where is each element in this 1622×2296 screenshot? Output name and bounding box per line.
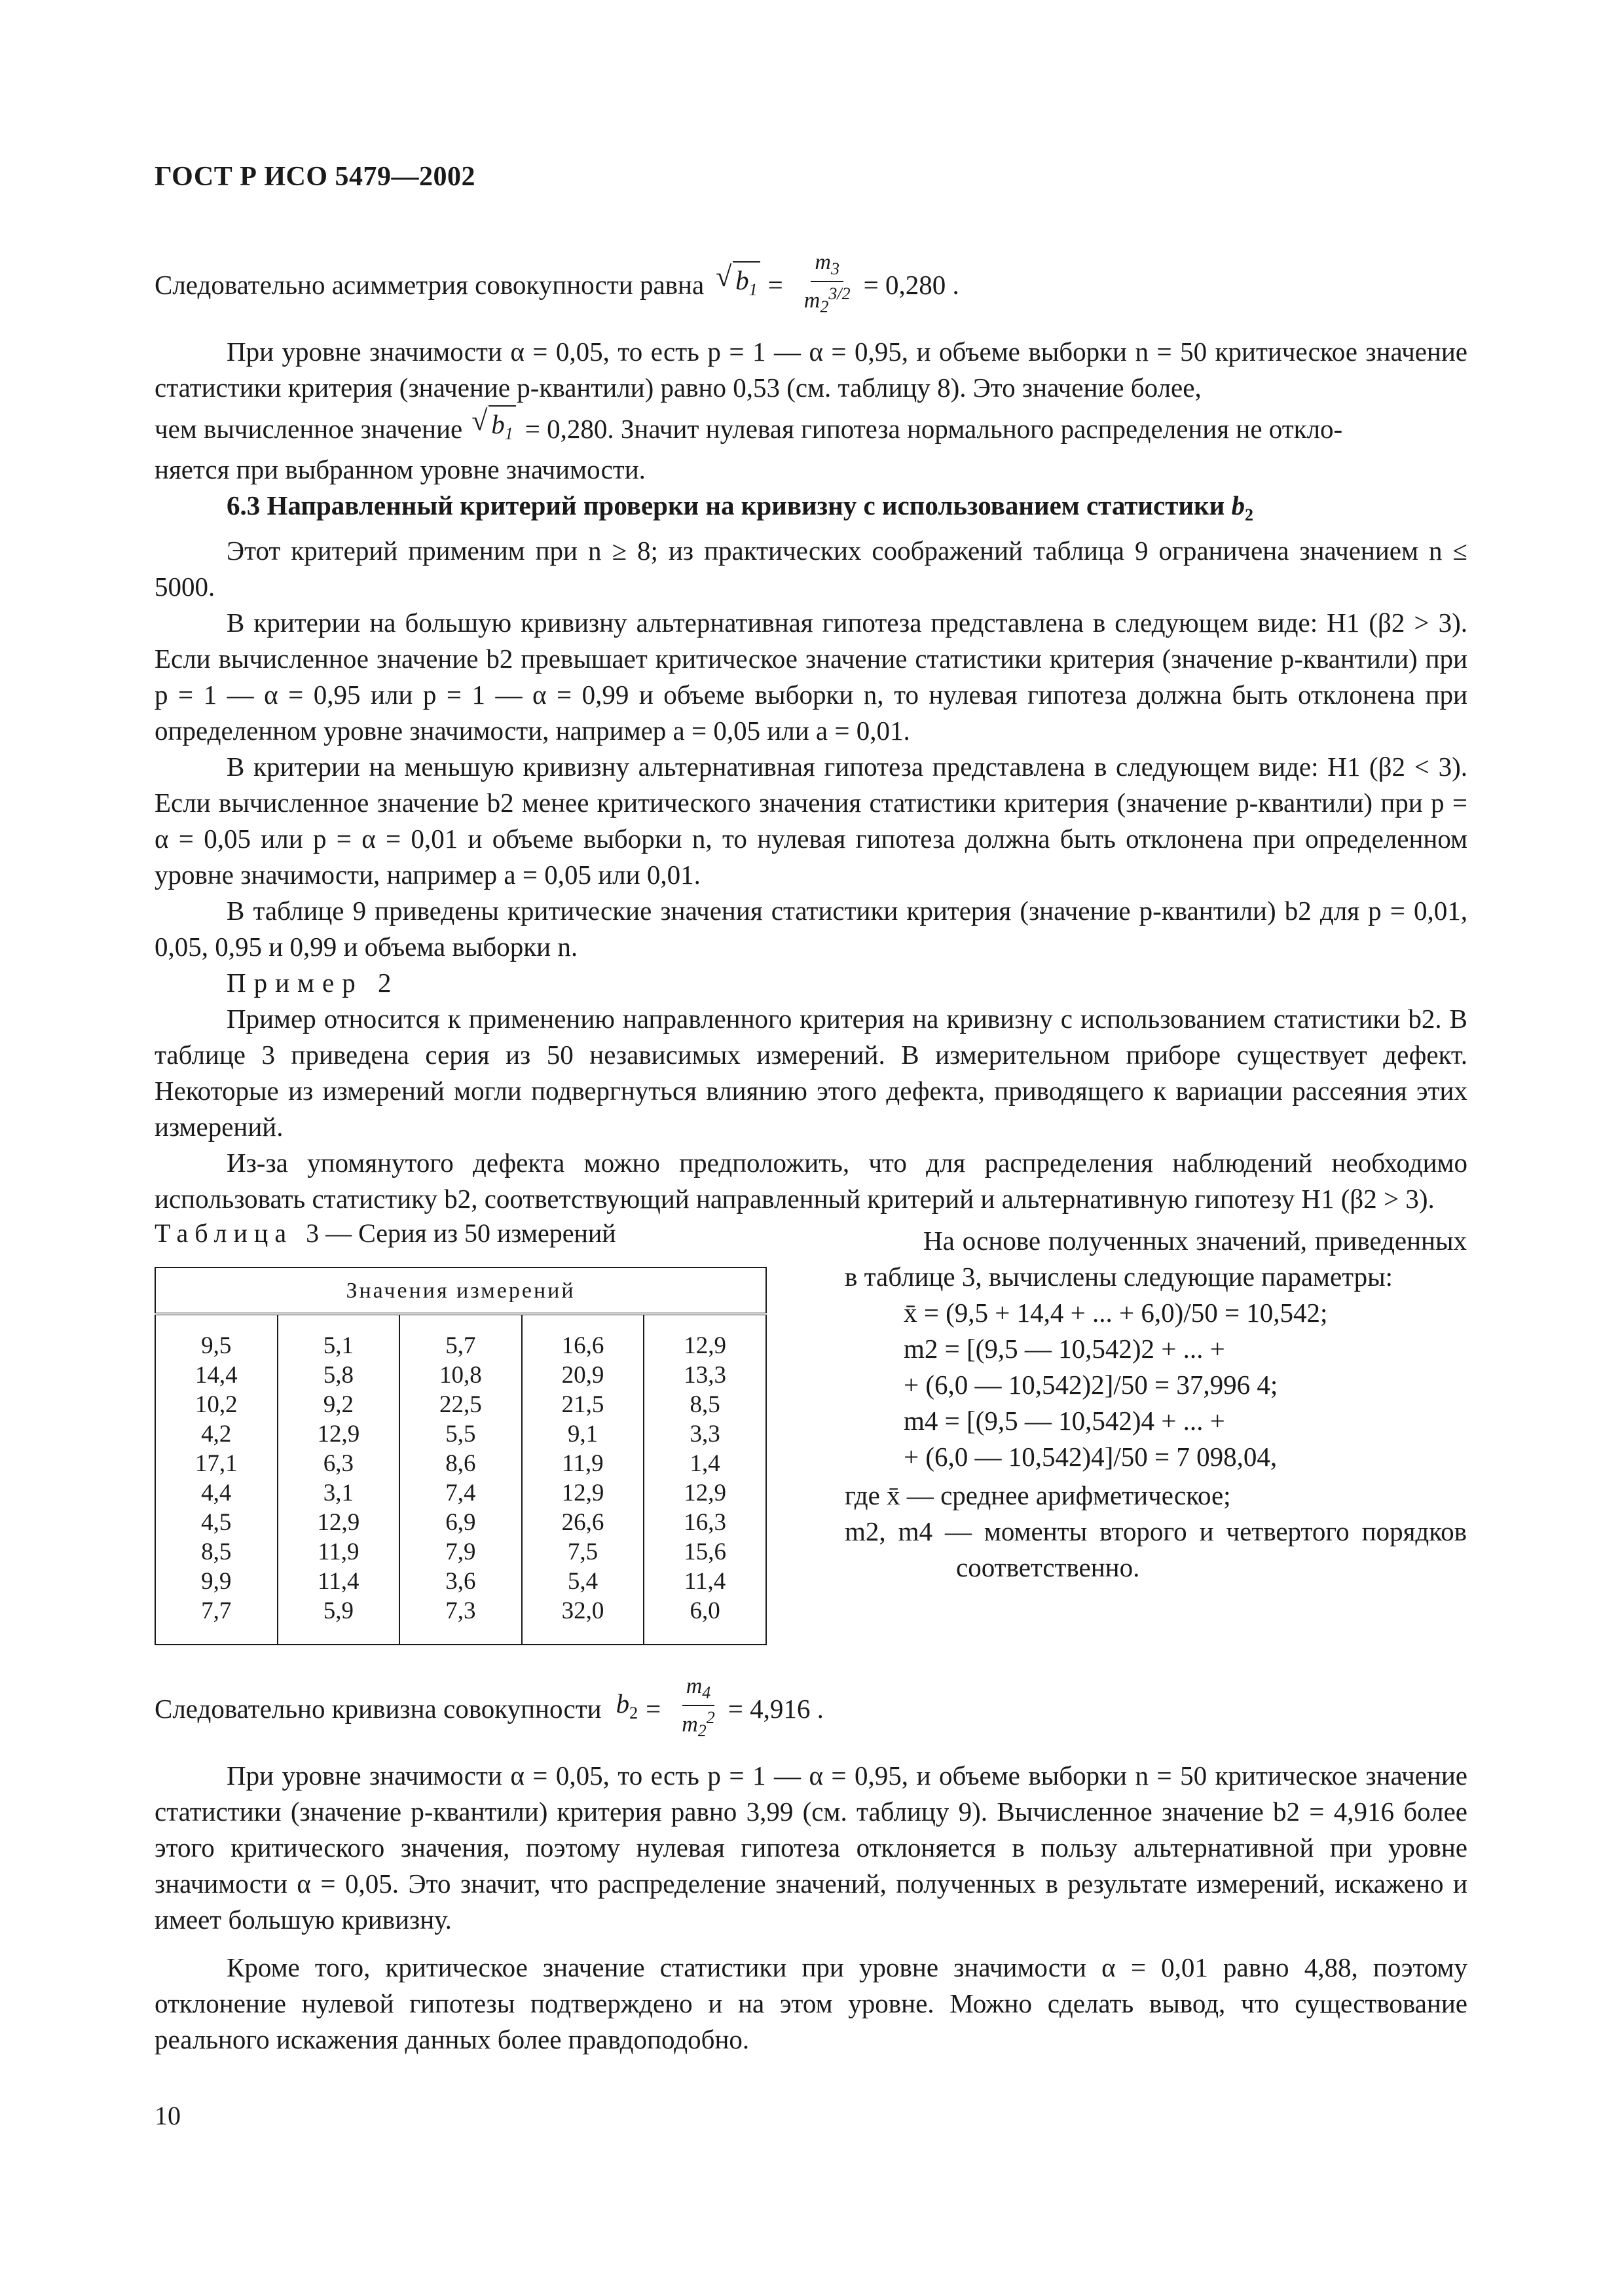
table-caption: Таблица 3 — Серия из 50 измерений (155, 1218, 616, 1248)
paragraph-greater-curvature: В критерии на большую кривизну альтернативная гипотеза представлена в следующем виде: H1 (β2 > 3). Если вычисленное значение b2 превышает критическое значение статистики критерия (значение p-квантили) при p = 1 — α = 0,95 или p = 1 — α = 0,99 и объеме выборки n, то нулевая гипотеза должна быть отклонена при определенном уровне значимости, например a = 0,05 или a = 0,01. (155, 608, 1467, 746)
calc-m2: m2 = [(9,5 — 10,542)2 + ... + (904, 1334, 1225, 1364)
side-calculations (845, 1223, 1467, 1586)
skewness-formula (155, 249, 1467, 321)
calc-m4: m4 = [(9,5 — 10,542)4 + ... + (904, 1406, 1225, 1436)
measurements-table (155, 1267, 767, 1645)
sqrt-b1: √ $b_1$ (733, 261, 760, 308)
paragraph-example: Пример относится к применению направленного критерия на кривизну с использованием статистики b2. В таблице 3 приведена серия из 50 независимых измерений. В измерительном приборе существует дефект. Некоторые из измерений могли подвергнуться влиянию этого дефекта, приводящего к вариации рассеяния этих измерений. (155, 1004, 1467, 1142)
side-intro: На основе полученных значений, приведенных в таблице 3, вычислены следующие параметры: (845, 1226, 1467, 1292)
paragraph-table9: В таблице 9 приведены критические значения статистики критерия (значение p-квантили) b2 для p = 0,01, 0,05, 0,95 и 0,99 и объема выборки n. (155, 896, 1467, 962)
skewness-result: = 0,280 . (863, 269, 959, 300)
definition-mean: где x̄ — среднее арифметическое; (845, 1480, 1231, 1510)
page-number: 10 (155, 2101, 181, 2130)
document-header: ГОСТ Р ИСО 5479—2002 (155, 162, 476, 192)
paragraph-applicability: Этот критерий применим при n ≥ 8; из практических соображений таблица 9 ограничена значением n ≤ 5000. (155, 536, 1467, 602)
calc-m4-cont: + (6,0 — 10,542)4]/50 = 7 098,04, (904, 1442, 1278, 1472)
example-label: Пример 2 (227, 968, 399, 998)
table-column-5: 12,9 13,3 8,5 3,3 1,4 12,9 16,3 15,6 11,4 6,0 (644, 1331, 766, 1645)
upper-body (155, 249, 1467, 1217)
computed-value-line: чем вычисленное значение √ $b_1$ = 0,280. Значит нулевая гипотеза нормального распределения не откло- (155, 406, 1467, 452)
kurtosis-result: = 4,916 . (728, 1693, 824, 1724)
paragraph-conclusion: няется при выбранном уровне значимости. (155, 454, 646, 484)
definition-moments: m2, m4 — моменты второго и четвертого порядков соответственно. (845, 1516, 1467, 1582)
paragraph-lesser-curvature: В критерии на меньшую кривизну альтернативная гипотеза представлена в следующем виде: H1 (β2 < 3). Если вычисленное значение b2 менее критического значения статистики критерия (значение p-квантили) при p = α = 0,05 или p = α = 0,01 и объеме выборки n, то нулевая гипотеза должна быть отклонена при определенном уровне значимости, например a = 0,05 или 0,01. (155, 752, 1467, 890)
kurtosis-fraction: $\frac{m_4}{m_2^2}$ (682, 1674, 715, 1740)
paragraph-final: Кроме того, критическое значение статистики при уровне значимости α = 0,01 равно 4,88, поэтому отклонение нулевой гипотезы подтверждено и на этом уровне. Можно сделать вывод, что существование реального искажения данных более правдоподобно. (155, 1952, 1467, 2054)
table-body (155, 1331, 766, 1645)
section-heading: 6.3 Направленный критерий проверки на кривизну с использованием статистики $b_2$ (227, 490, 1253, 525)
calc-mean: x̄ = (9,5 + 14,4 + ... + 6,0)/50 = 10,542; (904, 1298, 1328, 1328)
table-column-4: 16,6 20,9 21,5 9,1 11,9 12,9 26,6 7,5 5,4 32,0 (522, 1331, 644, 1645)
equals-sign: = (767, 269, 783, 300)
table-column-3: 5,7 10,8 22,5 5,5 8,6 7,4 6,9 7,9 3,6 7,3 (399, 1331, 522, 1645)
skewness-fraction: $\frac{m_3}{m_2^{3/2}}$ (803, 250, 851, 316)
sqrt-b1-inline: √ $b_1$ (488, 405, 516, 452)
table-header: Значения измерений (155, 1267, 766, 1314)
paragraph-significance: При уровне значимости α = 0,05, то есть p = 1 — α = 0,95, и объеме выборки n = 50 критическое значение статистики критерия (значение p-квантили) равно 0,53 (см. таблицу 8). Это значение более, (155, 337, 1467, 403)
paragraph-result: При уровне значимости α = 0,05, то есть p = 1 — α = 0,95, и объеме выборки n = 50 критическое значение статистики (значение p-квантили) критерия равно 3,99 (см. таблицу 9). Вычисленное значение b2 = 4,916 более этого критического значения, поэтому нулевая гипотеза отклоняется в пользу альтернативной при уровне значимости α = 0,05. Это значит, что распределение значений, полученных в результате измерений, искажено и имеет большую кривизну. (155, 1760, 1467, 1935)
table-column-1: 9,5 14,4 10,2 4,2 17,1 4,4 4,5 8,5 9,9 7,7 (155, 1331, 278, 1645)
lower-body (155, 1673, 1467, 2058)
table-column-2: 5,1 5,8 9,2 12,9 6,3 3,1 12,9 11,9 11,4 5,9 (278, 1331, 400, 1645)
kurtosis-formula: Следовательно кривизна совокупности $b_2$ = $\frac{m_4}{m_2^2}$ = 4,916 . (155, 1673, 1467, 1745)
skewness-text: Следовательно асимметрия совокупности равна (155, 269, 705, 300)
calc-m2-cont: + (6,0 — 10,542)2]/50 = 37,996 4; (904, 1370, 1278, 1400)
paragraph-defect: Из-за упомянутого дефекта можно предположить, что для распределения наблюдений необходимо использовать статистику b2, соответствующий направленный критерий и альтернативную гипотезу H1 (β2 > 3). (155, 1148, 1467, 1214)
